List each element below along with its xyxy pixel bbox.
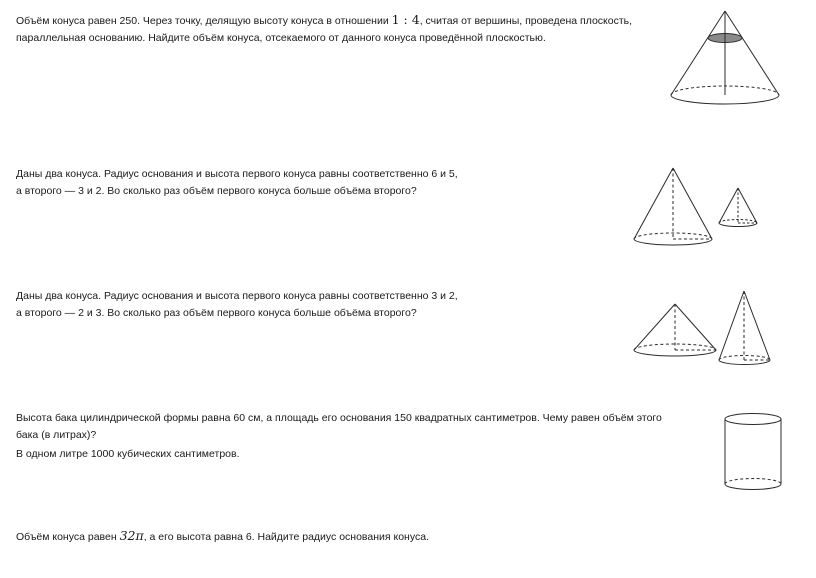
problem-1 xyxy=(16,11,632,47)
problem-4-line-1: Высота бака цилиндрической формы равна 60 см, а площадь его основания 150 квадратных сантиметров. Чему равен объём этого xyxy=(16,412,662,424)
volume-formula: 32π xyxy=(119,528,144,543)
two-cones-icon xyxy=(630,165,762,247)
problem-1-line-2: параллельная основанию. Найдите объём конуса, отсекаемого от данного конуса проведённой плоскостью. xyxy=(16,32,546,44)
cone-with-section-icon xyxy=(668,8,783,106)
ratio-formula: 1 : 4 xyxy=(391,12,420,27)
problem-5 xyxy=(16,527,429,546)
problem-5-text-cont: , а его высота равна 6. Найдите радиус основания конуса. xyxy=(143,531,429,543)
problem-1-text-cont: , считая от вершины, проведена плоскость, xyxy=(419,15,633,27)
two-cones-icon xyxy=(630,288,780,370)
problem-5-line-1 xyxy=(16,527,429,546)
problem-5-text: Объём конуса равен xyxy=(16,531,120,543)
problem-4-note: В одном литре 1000 кубических сантиметров. xyxy=(16,448,240,460)
problem-3-line-1: Даны два конуса. Радиус основания и высота первого конуса равны соответственно 3 и 2, xyxy=(16,290,458,302)
problem-4 xyxy=(16,410,662,463)
problem-4-line-2: бака (в литрах)? xyxy=(16,429,97,441)
problem-1-line-1 xyxy=(16,11,632,30)
problem-1-text: Объём конуса равен 250. Через точку, делящую высоту конуса в отношении xyxy=(16,15,392,27)
cylinder-icon xyxy=(720,410,786,494)
problem-3-line-2: а второго — 2 и 3. Во сколько раз объём первого конуса больше объёма второго? xyxy=(16,307,417,319)
problem-2 xyxy=(16,166,458,200)
problem-2-line-1: Даны два конуса. Радиус основания и высота первого конуса равны соответственно 6 и 5, xyxy=(16,168,458,180)
problem-2-line-2: а второго — 3 и 2. Во сколько раз объём первого конуса больше объёма второго? xyxy=(16,185,417,197)
problem-3 xyxy=(16,288,458,322)
